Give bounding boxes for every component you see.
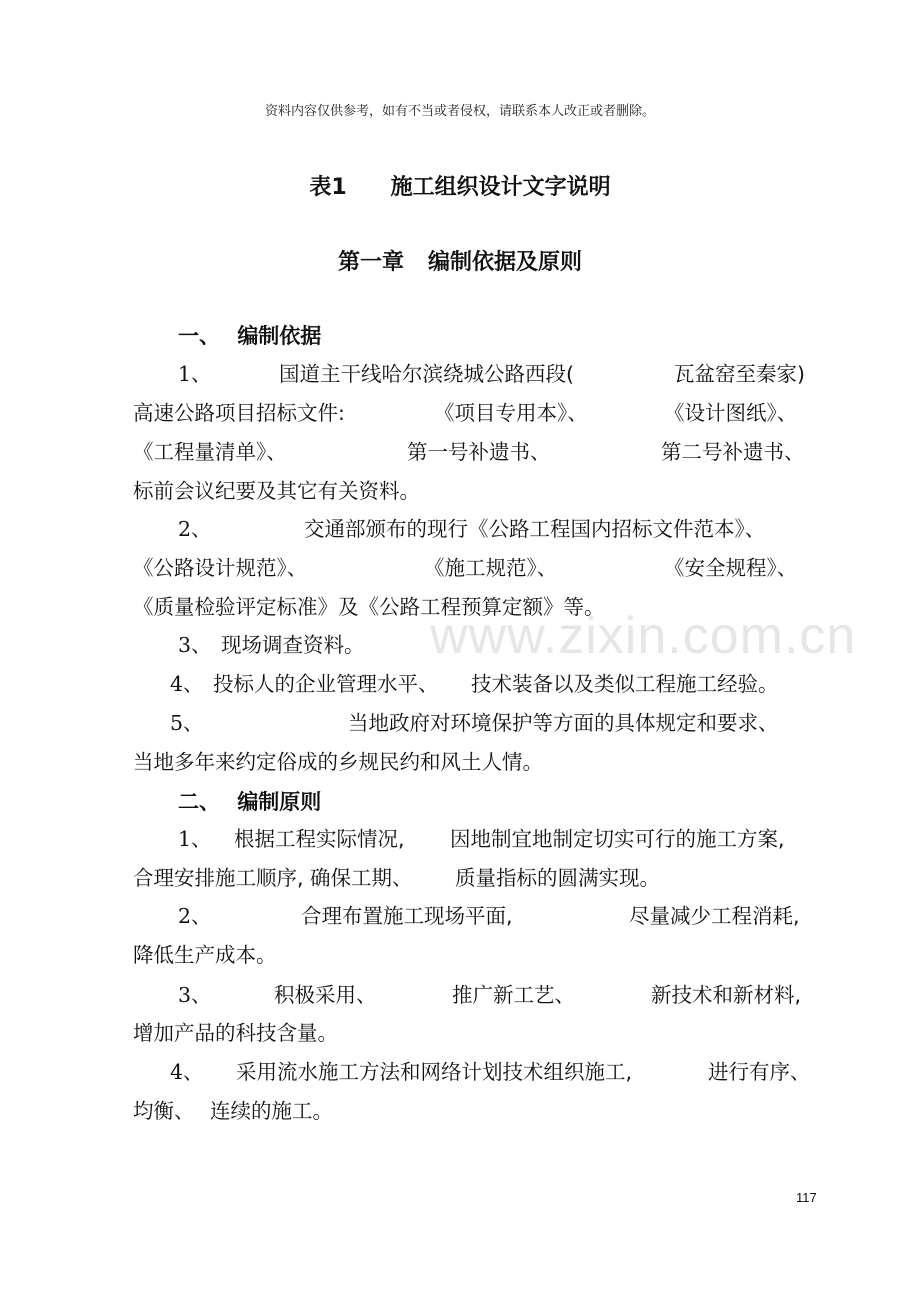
text-line: 积极采用、 (274, 983, 377, 1007)
section-heading-num: 二、 (178, 790, 220, 814)
header-note: 资料内容仅供参考，如有不当或者侵权，请联系本人改正或者删除。 (264, 104, 655, 119)
table-title-label: 表1 (309, 175, 347, 200)
text-line: 当地政府对环境保护等方面的具体规定和要求、 (348, 711, 779, 735)
text-line: 《安全规程》、 (664, 556, 798, 580)
item-number: 3、 (178, 983, 212, 1007)
text-line: 合理布置施工现场平面, (301, 904, 513, 928)
text-line: 现场调查资料。 (221, 633, 365, 657)
table-title-text: 施工组织设计文字说明 (390, 175, 611, 200)
text-line: 尽量减少工程消耗, (629, 904, 800, 928)
item-number: 2、 (178, 517, 212, 541)
section-heading-text: 编制依据 (237, 324, 322, 348)
text-line: 根据工程实际情况, (234, 827, 405, 851)
table-title (0, 170, 920, 201)
text-line: 当地多年来约定俗成的乡规民约和风土人情。 (133, 750, 543, 774)
text-line: 瓦盆窑至秦家) (674, 362, 805, 386)
text-line: 技术装备以及类似工程施工经验。 (471, 672, 779, 696)
text-line: 高速公路项目招标文件: (133, 401, 345, 425)
text-line: 因地制宜地制定切实可行的施工方案, (450, 827, 785, 851)
chapter-title (0, 245, 920, 276)
text-line: 《设计图纸》、 (664, 401, 798, 425)
item-number: 4、 (170, 1060, 204, 1084)
text-line: 《施工规范》、 (424, 556, 558, 580)
item-number: 4、 (170, 672, 204, 696)
text-line: 《质量检验评定标准》及《公路工程预算定额》等。 (133, 595, 605, 619)
text-line: 标前会议纪要及其它有关资料。 (133, 479, 420, 503)
text-line: 交通部颁布的现行《公路工程国内招标文件范本》、 (304, 517, 766, 541)
item-number: 1、 (178, 362, 212, 386)
text-line: 采用流水施工方法和网络计划技术组织施工, (236, 1060, 633, 1084)
section-heading-2 (178, 786, 321, 816)
text-line: 第二号补遗书、 (661, 440, 805, 464)
section-heading-num: 一、 (178, 324, 220, 348)
text-line: 推广新工艺、 (452, 983, 575, 1007)
text-line: 均衡、 (133, 1099, 195, 1123)
text-line: 投标人的企业管理水平、 (213, 672, 439, 696)
text-line: 《公路设计规范》、 (133, 556, 308, 580)
text-line: 增加产品的科技含量。 (133, 1021, 338, 1045)
text-line: 第一号补遗书、 (407, 440, 551, 464)
chapter-title-text: 编制依据及原则 (428, 250, 583, 275)
text-line: 国道主干线哈尔滨绕城公路西段( (279, 362, 574, 386)
text-line: 《工程量清单》、 (133, 440, 287, 464)
section-heading-1 (178, 320, 321, 350)
item-number: 5、 (170, 711, 204, 735)
item-number: 2、 (178, 904, 212, 928)
watermark: www.zixin.com.cn (430, 607, 857, 665)
chapter-title-label: 第一章 (337, 250, 404, 275)
text-line: 降低生产成本。 (133, 943, 277, 967)
text-line: 质量指标的圆满实现。 (455, 866, 660, 890)
section-heading-text: 编制原则 (237, 790, 322, 814)
page-number: 117 (796, 1190, 817, 1205)
text-line: 进行有序、 (708, 1060, 811, 1084)
text-line: 连续的施工。 (210, 1099, 333, 1123)
text-line: 新技术和新材料, (651, 983, 802, 1007)
item-number: 3、 (178, 633, 212, 657)
item-number: 1、 (178, 827, 212, 851)
text-line: 合理安排施工顺序, 确保工期、 (133, 866, 413, 890)
text-line: 《项目专用本》、 (434, 401, 588, 425)
